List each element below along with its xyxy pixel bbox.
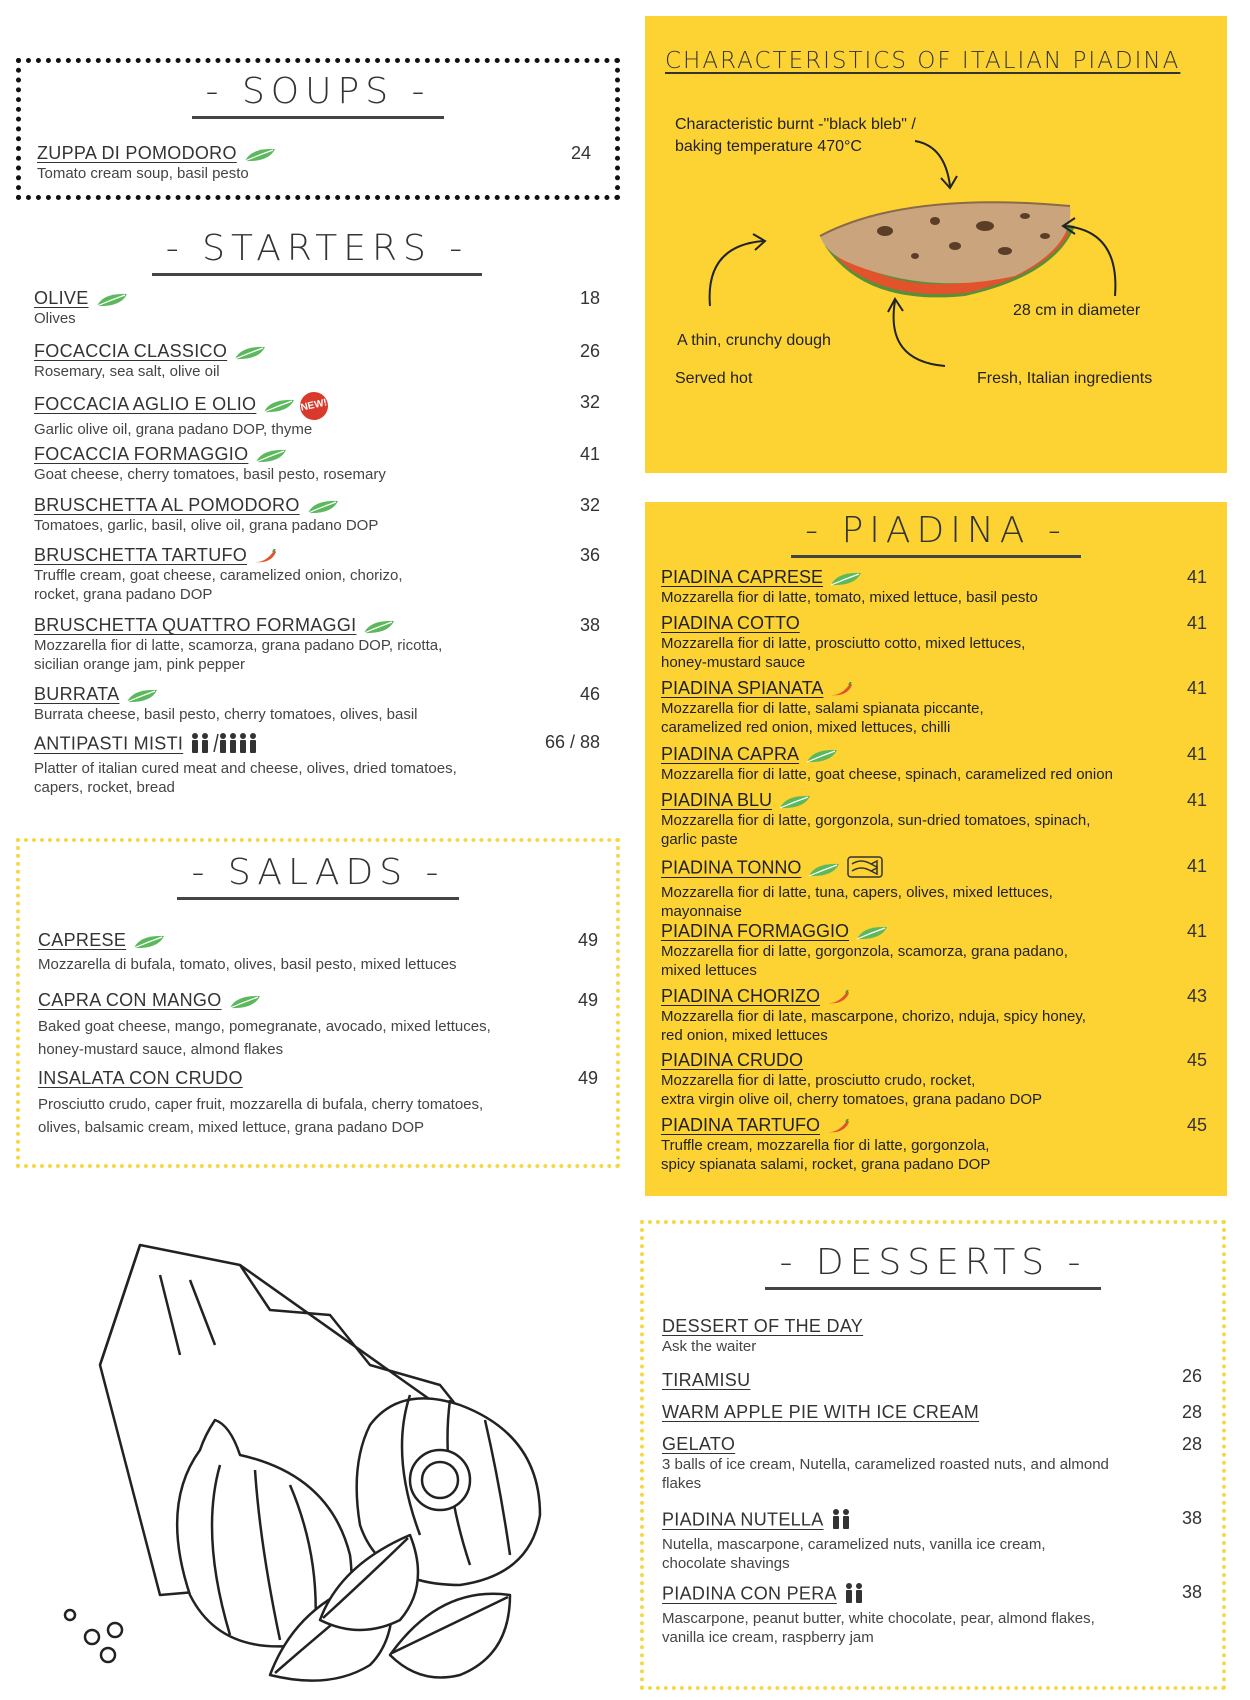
item-name: INSALATA CON CRUDO <box>38 1068 243 1088</box>
soups-section <box>16 58 620 200</box>
label-dough: A thin, crunchy dough <box>677 332 831 349</box>
menu-item <box>662 1582 1202 1647</box>
item-name: PIADINA CON PERA <box>662 1583 837 1604</box>
item-name: DESSERT OF THE DAY <box>662 1316 864 1336</box>
item-description: Prosciutto crudo, caper fruit, mozzarella di bufala, cherry tomatoes, <box>38 1096 484 1113</box>
item-name: ANTIPASTI MISTI <box>34 733 184 754</box>
item-price: 38 <box>579 615 600 635</box>
item-description-line2: honey-mustard sauce <box>661 654 806 671</box>
item-price: 26 <box>579 341 600 361</box>
item-name: FOCCACIA AGLIO E OLIO <box>34 394 257 415</box>
item-description: Mozzarella fior di latte, tomato, mixed lettuce, basil pesto <box>661 589 1038 606</box>
item-price: 41 <box>1186 567 1207 587</box>
item-description: Mozzarella fior di latte, goat cheese, spinach, caramelized red onion <box>661 766 1113 783</box>
vegetarian-leaf-icon <box>233 345 267 361</box>
item-price: 66 / 88 <box>544 732 600 752</box>
item-description: 3 balls of ice cream, Nutella, caramelized roasted nuts, and almond <box>662 1456 1109 1473</box>
item-description: Mozzarella fior di latte, gorgonzola, sun-dried tomatoes, spinach, <box>661 812 1091 829</box>
item-name: PIADINA CHORIZO <box>661 986 821 1006</box>
label-served-hot: Served hot <box>675 370 753 387</box>
piadina-panel <box>645 502 1227 1196</box>
cheese-garlic-illustration <box>40 1235 600 1695</box>
label-ingredients: Fresh, Italian ingredients <box>977 370 1153 387</box>
item-name: OLIVE <box>34 288 89 308</box>
menu-item <box>34 732 600 797</box>
new-badge: NEW! <box>298 389 331 422</box>
spicy-chili-icon <box>824 990 850 1006</box>
item-description: Mozzarella fior di late, mascarpone, chorizo, nduja, spicy honey, <box>661 1008 1086 1025</box>
item-description: Mozzarella fior di latte, prosciutto crudo, rocket, <box>661 1072 976 1089</box>
item-name: GELATO <box>662 1434 736 1454</box>
item-price: 49 <box>577 930 598 950</box>
item-price: 41 <box>579 444 600 464</box>
item-name: PIADINA CRUDO <box>661 1050 804 1070</box>
starters-heading: - STARTERS - <box>34 228 600 276</box>
people-icon <box>189 732 259 759</box>
vegetarian-leaf-icon <box>306 499 340 515</box>
characteristics-title: CHARACTERISTICS OF ITALIAN PIADINA <box>665 48 1181 74</box>
item-description-line2: garlic paste <box>661 831 738 848</box>
menu-item <box>661 856 1207 921</box>
item-name: PIADINA COTTO <box>661 613 800 633</box>
menu-item <box>661 1050 1207 1109</box>
menu-item <box>661 1115 1207 1174</box>
item-name: BURRATA <box>34 684 120 704</box>
item-name: PIADINA SPIANATA <box>661 678 824 698</box>
item-price: 41 <box>1186 856 1207 876</box>
item-description: Mozzarella di bufala, tomato, olives, basil pesto, mixed lettuces <box>38 956 457 973</box>
item-price: 24 <box>570 143 591 163</box>
item-name: TIRAMISU <box>662 1370 751 1390</box>
menu-item <box>34 444 600 484</box>
item-description: Burrata cheese, basil pesto, cherry tomatoes, olives, basil <box>34 706 418 723</box>
item-name: PIADINA TONNO <box>661 857 802 878</box>
item-description: Tomato cream soup, basil pesto <box>37 165 249 182</box>
item-description: Garlic olive oil, grana padano DOP, thyme <box>34 421 313 438</box>
item-description: Rosemary, sea salt, olive oil <box>34 363 220 380</box>
item-description-line2: honey-mustard sauce, almond flakes <box>38 1041 284 1058</box>
vegetarian-leaf-icon <box>125 688 159 704</box>
spicy-chili-icon <box>827 682 853 698</box>
item-description-line2: extra virgin olive oil, cherry tomatoes, grana padano DOP <box>661 1091 1043 1108</box>
menu-item <box>661 921 1207 980</box>
item-price: 41 <box>1186 678 1207 698</box>
item-price: 46 <box>579 684 600 704</box>
vegetarian-leaf-icon <box>254 448 288 464</box>
item-price: 45 <box>1186 1115 1207 1135</box>
item-description: Nutella, mascarpone, caramelized nuts, vanilla ice cream, <box>662 1536 1046 1553</box>
item-description: Mozzarella fior di latte, salami spianata piccante, <box>661 700 984 717</box>
item-description: Mascarpone, peanut butter, white chocolate, pear, almond flakes, <box>662 1610 1095 1627</box>
item-price: 32 <box>579 495 600 515</box>
menu-item <box>38 930 598 974</box>
item-description-line2: vanilla ice cream, raspberry jam <box>662 1629 874 1646</box>
menu-item <box>34 545 600 604</box>
arrow-icons <box>645 16 1227 473</box>
item-price: 49 <box>577 990 598 1010</box>
menu-item <box>662 1316 1202 1356</box>
menu-item <box>34 341 600 381</box>
vegetarian-leaf-icon <box>855 925 889 941</box>
menu-item <box>661 678 1207 737</box>
item-name: FOCACCIA FORMAGGIO <box>34 444 249 464</box>
item-description: Olives <box>34 310 76 327</box>
menu-item <box>662 1366 1202 1391</box>
item-price: 18 <box>579 288 600 308</box>
item-name: WARM APPLE PIE WITH ICE CREAM <box>662 1402 980 1422</box>
label-diameter: 28 cm in diameter <box>1013 302 1141 319</box>
menu-item <box>662 1434 1202 1493</box>
vegetarian-leaf-icon <box>95 292 129 308</box>
item-name: BRUSCHETTA TARTUFO <box>34 545 248 565</box>
desserts-section <box>640 1220 1226 1690</box>
soups-heading: - SOUPS - <box>21 71 615 119</box>
menu-item <box>661 986 1207 1045</box>
item-price: 28 <box>1181 1402 1202 1422</box>
item-price: 28 <box>1181 1434 1202 1454</box>
item-description: Mozzarella fior di latte, scamorza, grana padano DOP, ricotta, <box>34 637 443 654</box>
item-description-line2: red onion, mixed lettuces <box>661 1027 828 1044</box>
vegetarian-leaf-icon <box>132 934 166 950</box>
item-description: Baked goat cheese, mango, pomegranate, avocado, mixed lettuces, <box>38 1018 491 1035</box>
item-description-line2: chocolate shavings <box>662 1555 790 1572</box>
item-description-line2: mixed lettuces <box>661 962 757 979</box>
menu-item <box>661 790 1207 849</box>
item-description-line2: spicy spianata salami, rocket, grana padano DOP <box>661 1156 991 1173</box>
item-description-line2: mayonnaise <box>661 903 742 920</box>
label-black-bleb: Characteristic burnt -"black bleb" / baking temperature 470°C <box>675 116 916 155</box>
item-name: PIADINA BLU <box>661 790 773 810</box>
item-description: Mozzarella fior di latte, gorgonzola, scamorza, grana padano, <box>661 943 1068 960</box>
vegetarian-leaf-icon <box>805 748 839 764</box>
menu-item <box>662 1402 1202 1423</box>
item-description: Platter of italian cured meat and cheese, olives, dried tomatoes, <box>34 760 457 777</box>
item-price: 41 <box>1186 613 1207 633</box>
item-description: Ask the waiter <box>662 1338 757 1355</box>
item-description: Goat cheese, cherry tomatoes, basil pesto, rosemary <box>34 466 386 483</box>
spicy-chili-icon <box>824 1119 850 1135</box>
item-price: 41 <box>1186 790 1207 810</box>
item-description-line2: caramelized red onion, mixed lettuces, chilli <box>661 719 951 736</box>
menu-item <box>38 990 598 1061</box>
piadina-heading: - PIADINA - <box>645 510 1227 558</box>
item-name: BRUSCHETTA AL POMODORO <box>34 495 300 515</box>
item-description-line2: olives, balsamic cream, mixed lettuce, grana padano DOP <box>38 1119 425 1136</box>
menu-item <box>661 613 1207 672</box>
item-name: ZUPPA DI POMODORO <box>37 143 237 163</box>
item-name: PIADINA NUTELLA <box>662 1509 824 1530</box>
salads-heading: - SALADS - <box>20 852 616 900</box>
item-name: FOCACCIA CLASSICO <box>34 341 228 361</box>
item-price: 38 <box>1181 1508 1202 1528</box>
menu-item <box>661 744 1207 784</box>
menu-item <box>34 392 600 439</box>
vegetarian-leaf-icon <box>262 398 296 414</box>
characteristics-panel <box>645 16 1227 473</box>
item-description: Truffle cream, goat cheese, caramelized onion, chorizo, <box>34 567 403 584</box>
item-description-line2: sicilian orange jam, pink pepper <box>34 656 245 673</box>
item-price: 41 <box>1186 744 1207 764</box>
item-description-line2: flakes <box>662 1475 702 1492</box>
item-price: 38 <box>1181 1582 1202 1602</box>
item-description: Mozzarella fior di latte, prosciutto cotto, mixed lettuces, <box>661 635 1026 652</box>
item-name: PIADINA CAPRESE <box>661 567 824 587</box>
item-price: 45 <box>1186 1050 1207 1070</box>
spicy-chili-icon <box>251 549 277 565</box>
item-description-line2: rocket, grana padano DOP <box>34 586 213 603</box>
menu-item <box>38 1068 598 1139</box>
item-description-line2: capers, rocket, bread <box>34 779 175 796</box>
menu-item <box>37 143 591 183</box>
people-icon <box>830 1508 852 1535</box>
people-icon <box>843 1582 865 1609</box>
item-price: 32 <box>579 392 600 412</box>
item-name: PIADINA FORMAGGIO <box>661 921 850 941</box>
item-name: PIADINA TARTUFO <box>661 1115 821 1135</box>
menu-item <box>34 495 600 535</box>
item-price: 49 <box>577 1068 598 1088</box>
item-price: 26 <box>1181 1366 1202 1386</box>
vegetarian-leaf-icon <box>829 571 863 587</box>
vegetarian-leaf-icon <box>807 862 841 878</box>
item-name: PIADINA CAPRA <box>661 744 800 764</box>
vegetarian-leaf-icon <box>243 147 277 163</box>
menu-item <box>661 567 1207 607</box>
item-name: BRUSCHETTA QUATTRO FORMAGGI <box>34 615 357 635</box>
menu-item <box>34 684 600 724</box>
menu-item <box>662 1508 1202 1573</box>
item-name: CAPRA CON MANGO <box>38 990 222 1010</box>
item-price: 43 <box>1186 986 1207 1006</box>
vegetarian-leaf-icon <box>228 994 262 1010</box>
salads-section <box>16 838 620 1168</box>
desserts-heading: - DESSERTS - <box>644 1242 1222 1290</box>
item-price: 36 <box>579 545 600 565</box>
item-description: Tomatoes, garlic, basil, olive oil, grana padano DOP <box>34 517 379 534</box>
vegetarian-leaf-icon <box>778 794 812 810</box>
item-description: Truffle cream, mozzarella fior di latte, gorgonzola, <box>661 1137 990 1154</box>
menu-item <box>34 615 600 674</box>
item-price: 41 <box>1186 921 1207 941</box>
vegetarian-leaf-icon <box>362 619 396 635</box>
item-name: CAPRESE <box>38 930 127 950</box>
menu-item <box>34 288 600 328</box>
starters-section <box>34 228 600 796</box>
item-description: Mozzarella fior di latte, tuna, capers, olives, mixed lettuces, <box>661 884 1053 901</box>
fish-icon <box>847 856 883 883</box>
